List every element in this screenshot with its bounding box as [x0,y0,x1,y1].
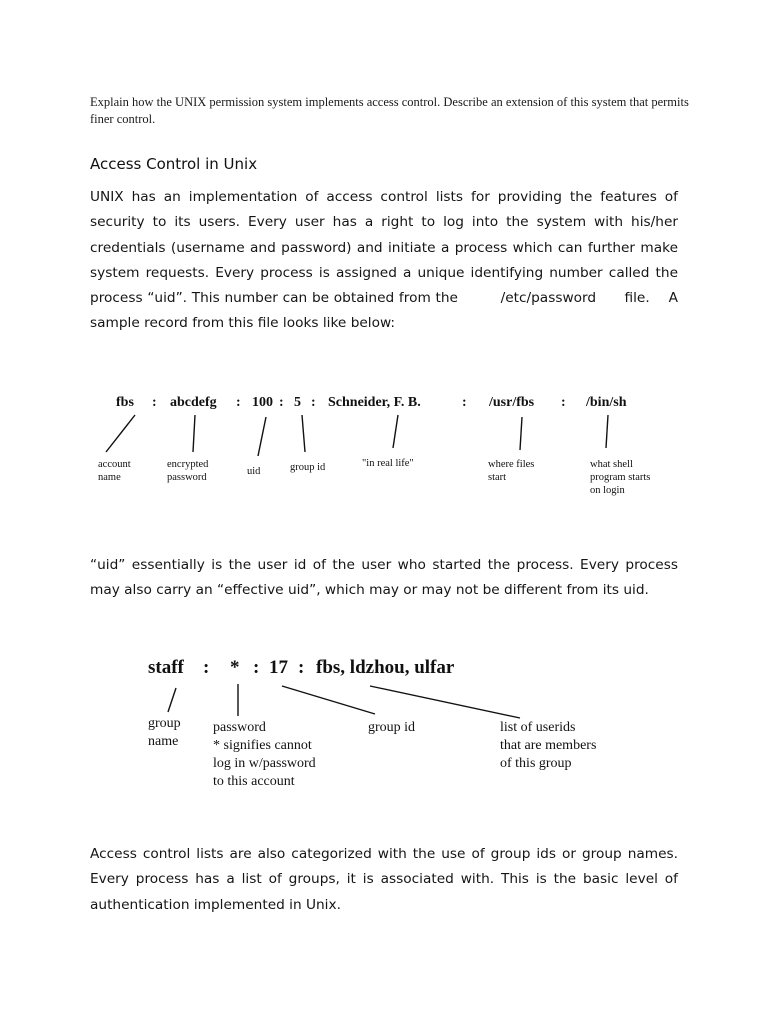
field-account-name: fbs [116,395,134,410]
paragraph-intro: UNIX has an implementation of access control lists for providing the features of security to its users. Every user has a right to log into the system with his/her credentials (username and password) and initiate a process which can further make system requests. Every process is assigned a unique identifying number called the process “uid”. This number can be obtained from the /etc/password file. A sample record from this file looks like below: [90,189,678,332]
label-password-note: password * signifies cannot log in w/password to this account [213,720,316,789]
field-uid: 100 [252,395,273,410]
field-separator: : [152,395,157,410]
pointer-lines [168,684,520,718]
passwd-record-diagram [0,380,768,510]
pointer-lines [106,415,608,456]
field-shell: /bin/sh [586,395,627,410]
label-group-id: group id [368,720,416,735]
label-real-life: "in real life" [362,458,414,469]
section-heading: Access Control in Unix [90,155,258,173]
field-group-password: * [230,657,240,678]
label-where-files-start: where files start [488,459,535,483]
field-separator: : [253,657,260,678]
field-group-name: staff [148,657,184,678]
field-separator: : [561,395,566,410]
field-group-id: 17 [269,657,288,678]
field-separator: : [279,395,284,410]
field-member-list: fbs, ldzhou, ulfar [316,657,455,678]
field-separator: : [298,657,305,678]
label-shell: what shell program starts on login [590,459,651,496]
field-separator: : [462,395,467,410]
question-text: Explain how the UNIX permission system implements access control. Describe an extension of this system that permits finer control. [90,95,689,126]
group-record-diagram [0,640,768,800]
field-home-dir: /usr/fbs [489,395,535,410]
paragraph-groups: Access control lists are also categorized with the use of group ids or group names. Every process has a list of groups, it is associated with. This is the basic level of authentication implemented in Unix. [90,846,678,913]
label-encrypted-password: encrypted password [167,459,209,483]
label-account-name: account name [98,459,131,483]
field-group-id: 5 [294,395,301,410]
label-uid: uid [247,466,261,477]
paragraph-uid: “uid” essentially is the user id of the user who started the process. Every process may also carry an “effective uid”, which may or may not be different from its uid. [90,557,678,599]
label-group-id: group id [290,462,326,473]
label-member-list: list of userids that are members of this group [500,720,597,771]
field-encrypted-password: abcdefg [170,395,217,410]
field-real-name: Schneider, F. B. [328,395,421,410]
field-separator: : [311,395,316,410]
field-separator: : [203,657,210,678]
label-group-name: group name [148,716,181,749]
field-separator: : [236,395,241,410]
